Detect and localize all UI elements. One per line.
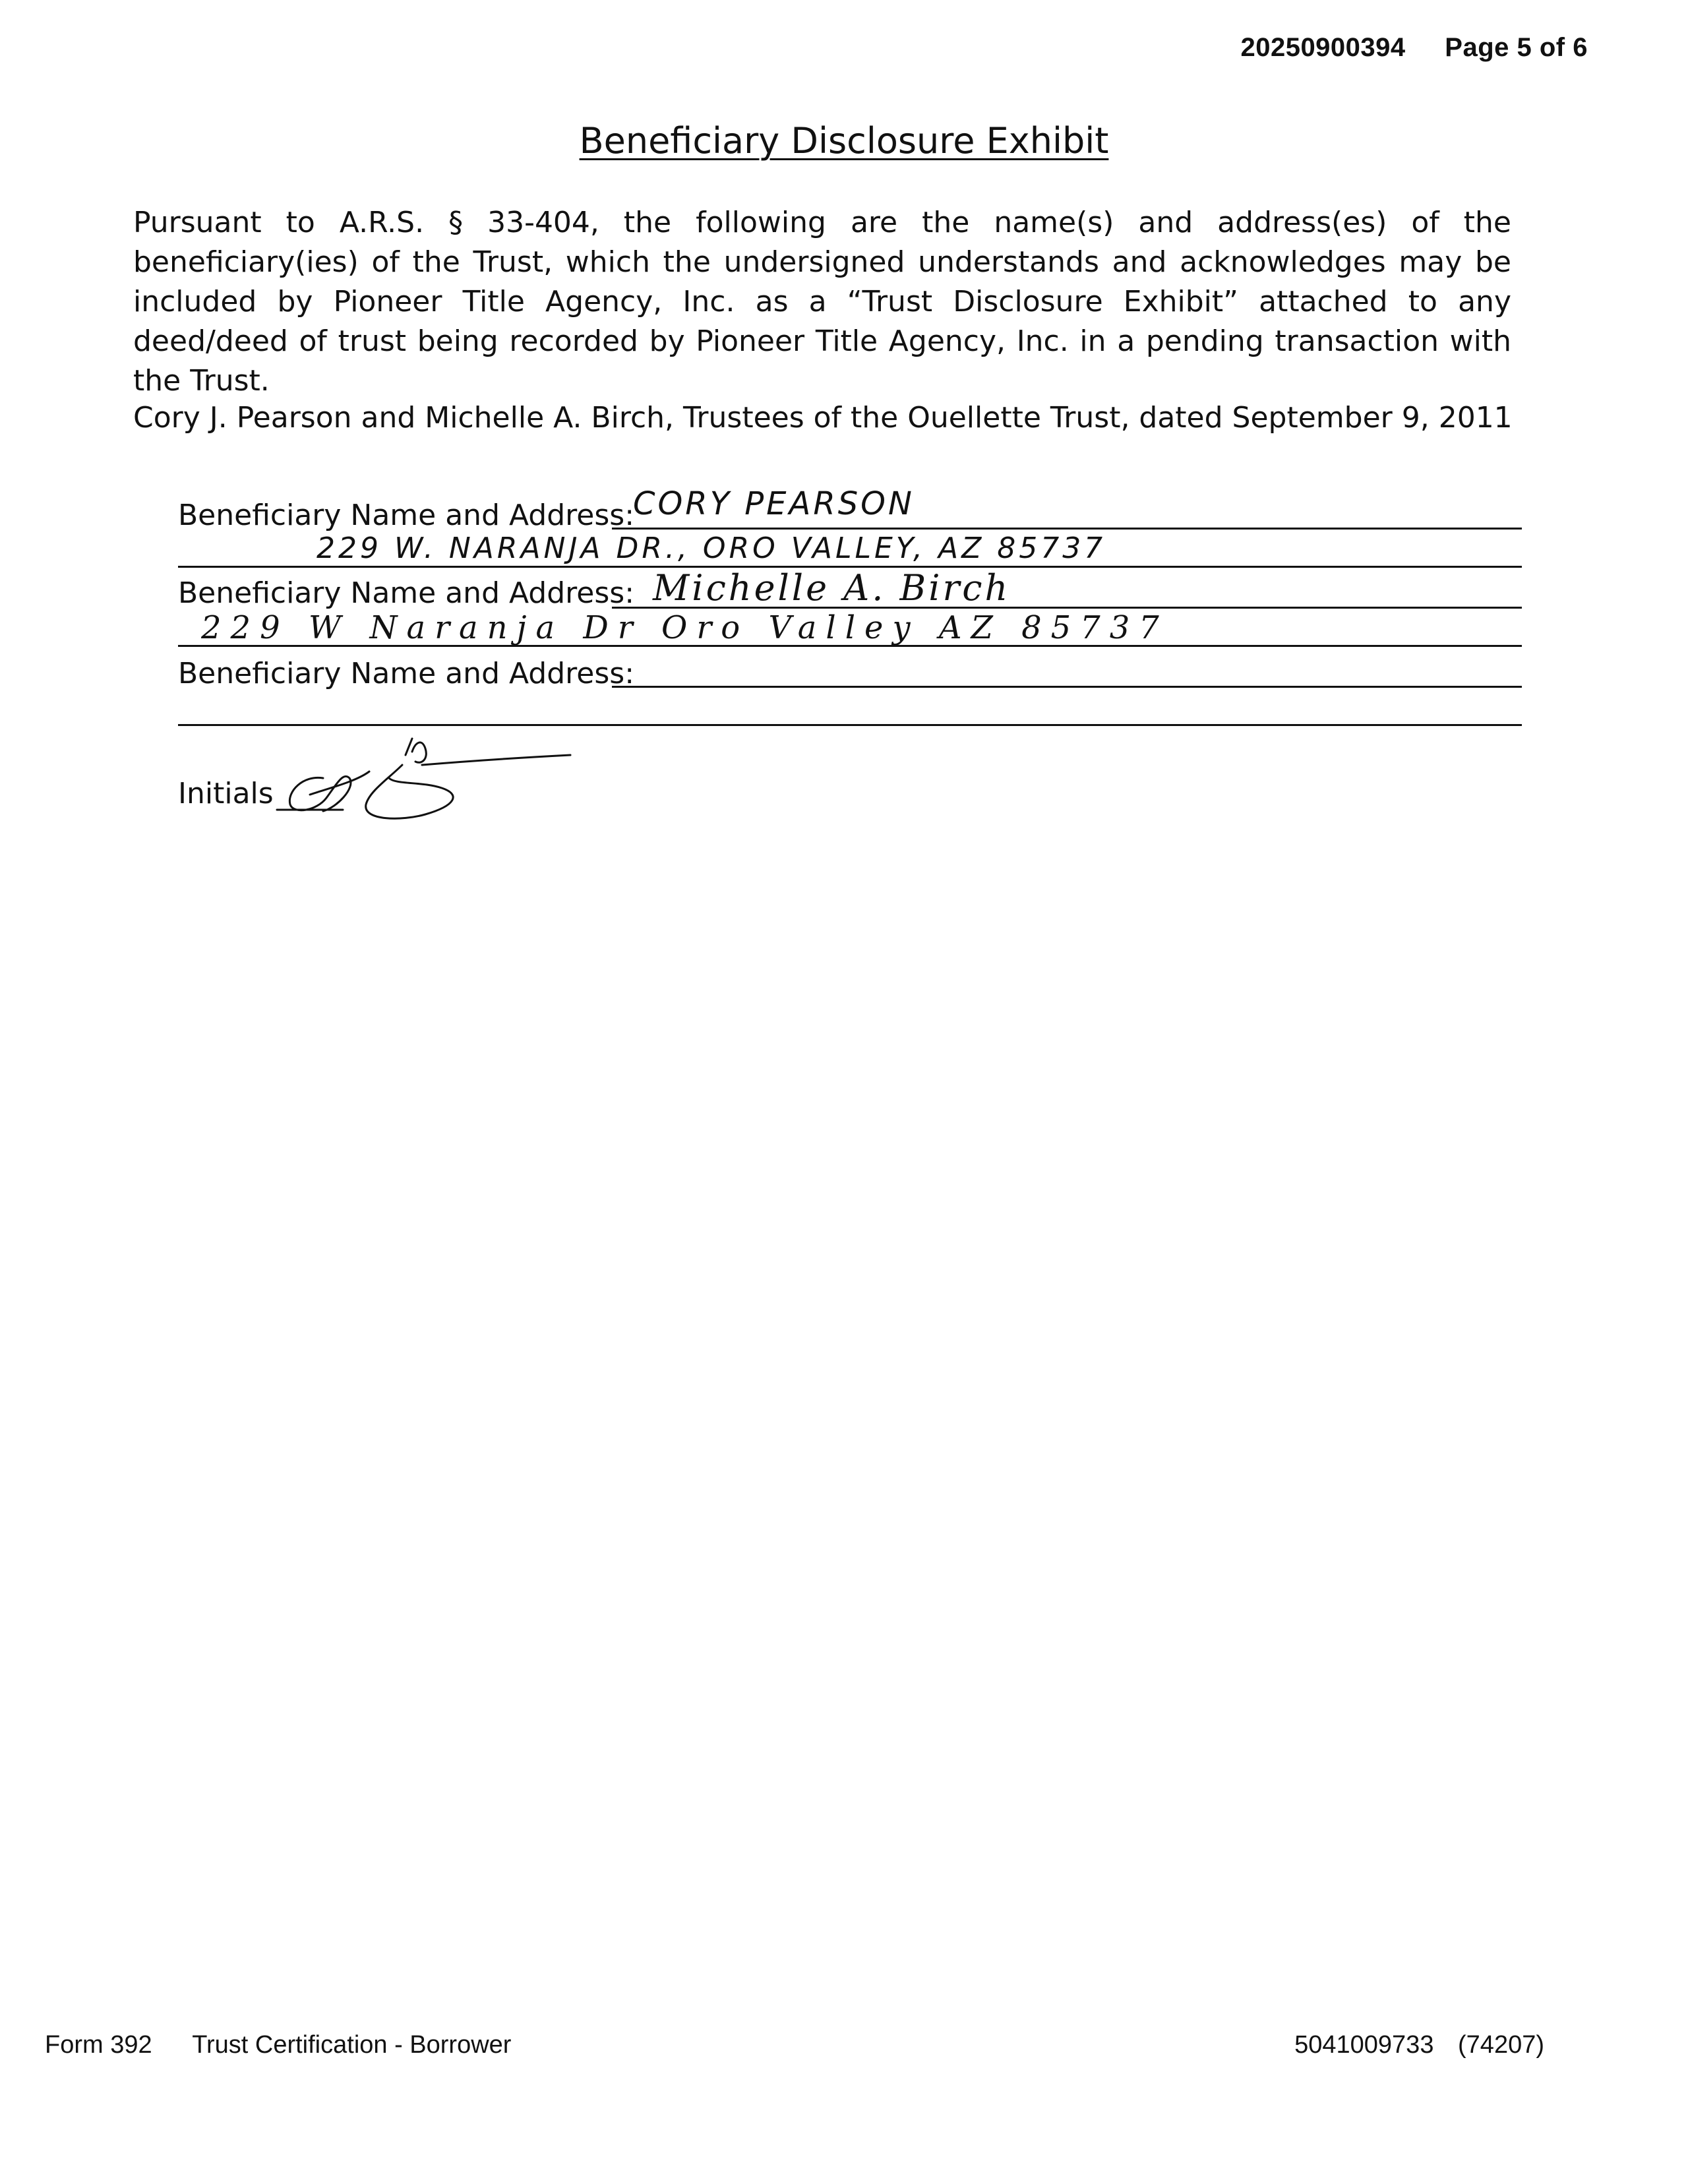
beneficiary-3-name-line: [612, 686, 1522, 688]
beneficiary-3-label: Beneficiary Name and Address:: [178, 657, 635, 690]
document-title: Beneficiary Disclosure Exhibit: [579, 120, 1109, 162]
file-footer: [1294, 2031, 1544, 2059]
file-code: (74207): [1458, 2031, 1544, 2059]
disclosure-paragraph: Pursuant to A.R.S. § 33-404, the following are the name(s) and address(es) of the beneficiary(ies) of the Trust, which the undersigned understands and acknowledges may be included by Pioneer Title Agency, Inc. as a “Trust Disclosure Exhibit” attached to any deed/deed of trust being recorded by Pioneer Title Agency, Inc. in a pending transaction with the Trust.: [133, 206, 1511, 398]
initials-label: Initials: [178, 777, 274, 810]
beneficiary-2-name: Michelle A. Birch: [653, 567, 1011, 609]
beneficiary-2-name-line: [612, 607, 1522, 609]
initials-signature: [264, 725, 593, 831]
beneficiary-1-label: Beneficiary Name and Address:: [178, 499, 635, 532]
beneficiary-2-address-line: [178, 645, 1522, 647]
form-number: Form 392: [45, 2031, 152, 2059]
beneficiary-2-address: 229 W Naranja Dr Oro Valley AZ 85737: [201, 609, 1168, 646]
beneficiary-1-address: 229 W. NARANJA DR., ORO VALLEY, AZ 85737: [316, 531, 1106, 565]
recording-number: 20250900394: [1240, 33, 1406, 62]
page-label: Page 5 of 6: [1445, 33, 1588, 62]
page-header: [1240, 33, 1588, 63]
file-number: 5041009733: [1294, 2031, 1434, 2059]
trustees-line: Cory J. Pearson and Michelle A. Birch, Trustees of the Ouellette Trust, dated September 9, 2011: [133, 401, 1513, 435]
form-name: Trust Certification - Borrower: [192, 2031, 512, 2059]
beneficiary-1-name: CORY PEARSON: [633, 485, 915, 522]
form-footer: [45, 2031, 511, 2059]
beneficiary-1-name-line: [612, 528, 1522, 530]
beneficiary-2-label: Beneficiary Name and Address:: [178, 576, 635, 610]
